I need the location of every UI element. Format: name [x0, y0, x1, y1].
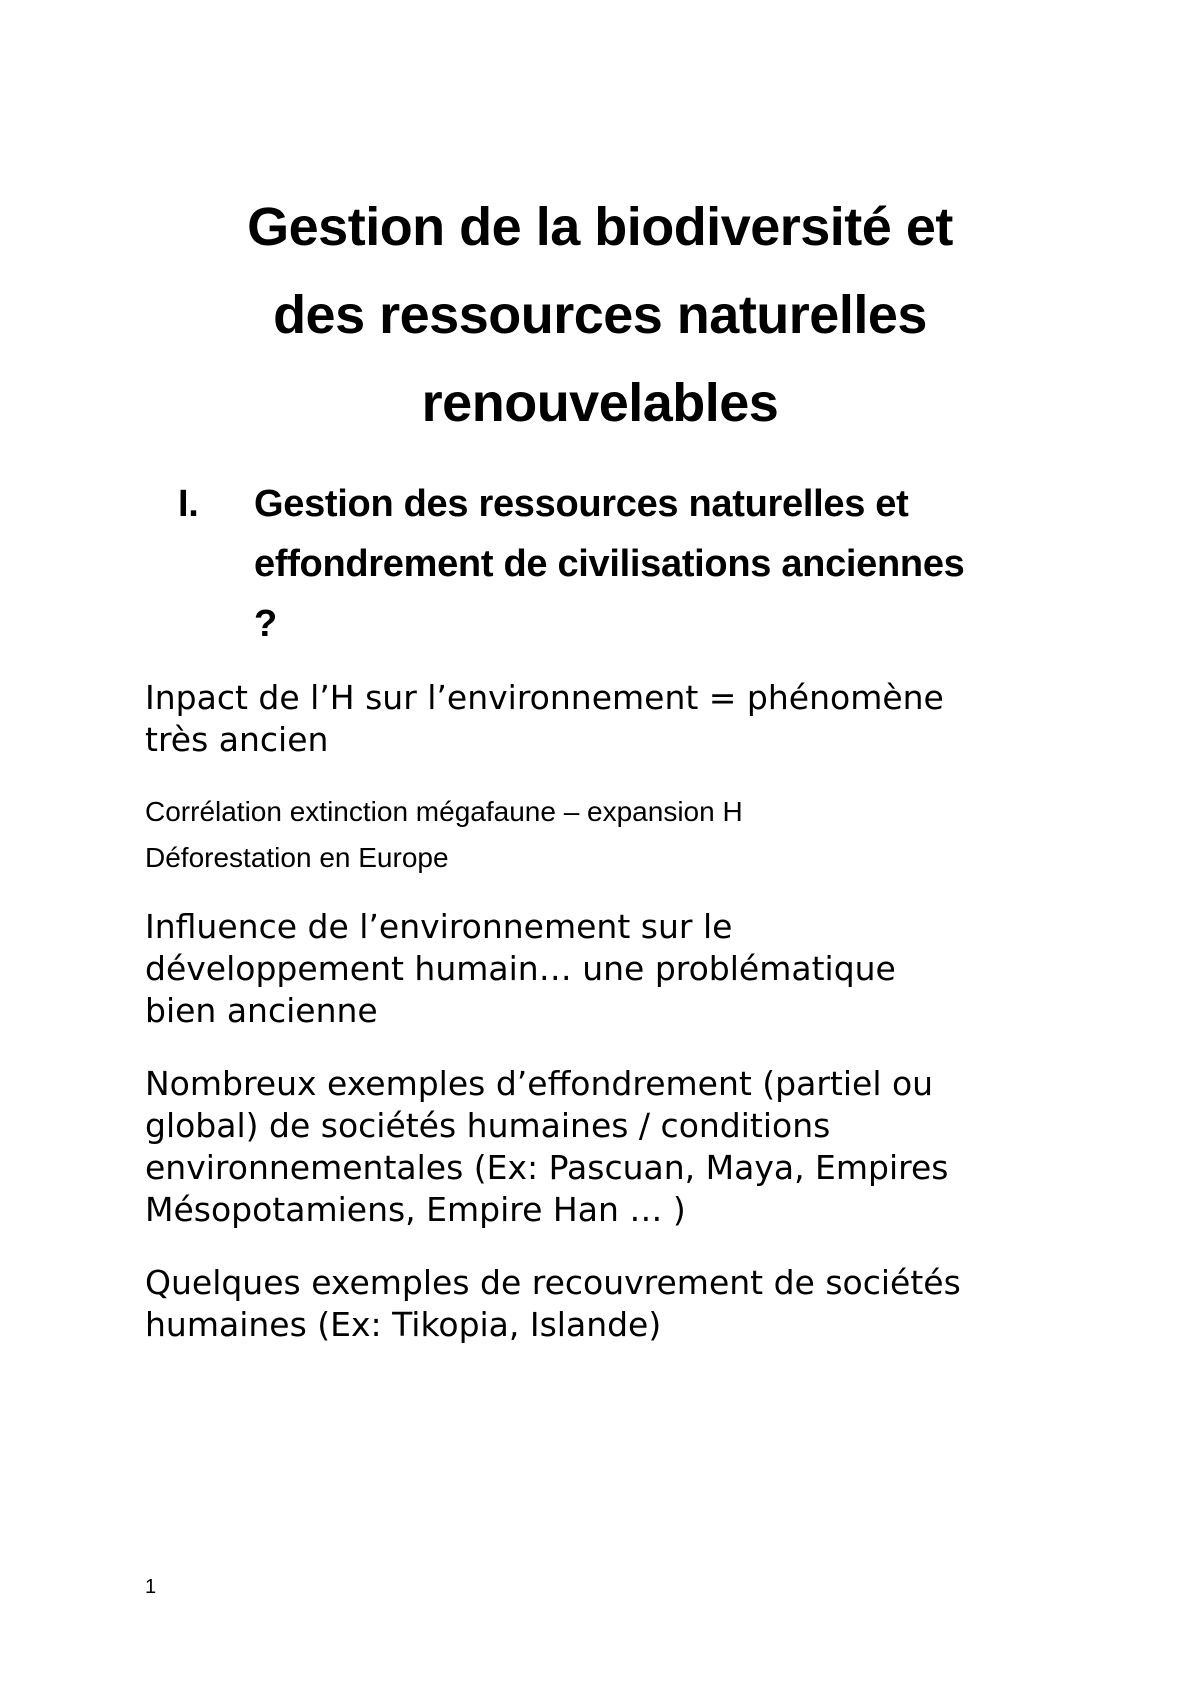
paragraph-line: Mésopotamiens, Empire Han … ) — [145, 1190, 686, 1229]
paragraph-line: très ancien — [145, 720, 329, 759]
section-heading-line: Gestion des ressources naturelles et — [254, 483, 909, 525]
paragraph-recovery-examples — [145, 1262, 1075, 1346]
paragraph-influence — [145, 906, 1075, 1032]
section-number: I. — [178, 483, 199, 525]
paragraph-correlation — [145, 790, 1075, 834]
paragraph-line: Nombreux exemples d’effondrement (partiel ou — [145, 1064, 934, 1103]
section-heading-line: ? — [254, 603, 277, 645]
page-number: 1 — [145, 1576, 157, 1598]
paragraph-deforestation — [145, 836, 1075, 880]
paragraph-line: global) de sociétés humaines / conditions — [145, 1106, 831, 1145]
paragraph-line: Inpact de l’H sur l’environnement = phénomène — [145, 678, 944, 717]
section-heading-line: effondrement de civilisations anciennes — [254, 543, 965, 585]
document-title-line: renouvelables — [421, 373, 779, 433]
section-heading-text — [254, 474, 1084, 654]
paragraph-impact — [145, 677, 1075, 761]
paragraph-line: Déforestation en Europe — [145, 842, 449, 873]
paragraph-line: humaines (Ex: Tikopia, Islande) — [145, 1305, 662, 1344]
paragraph-line: développement humain… une problématique — [145, 949, 896, 988]
paragraph-line: bien ancienne — [145, 991, 378, 1030]
document-title-line: des ressources naturelles — [273, 285, 927, 345]
paragraph-line: environnementales (Ex: Pascuan, Maya, Empires — [145, 1148, 949, 1187]
paragraph-collapse-examples — [145, 1063, 1075, 1231]
paragraph-line: Corrélation extinction mégafaune – expansion H — [145, 796, 743, 827]
document-title — [140, 183, 1060, 447]
paragraph-line: Quelques exemples de recouvrement de sociétés — [145, 1263, 961, 1302]
document-title-line: Gestion de la biodiversité et — [247, 197, 953, 257]
paragraph-line: Influence de l’environnement sur le — [145, 907, 733, 946]
